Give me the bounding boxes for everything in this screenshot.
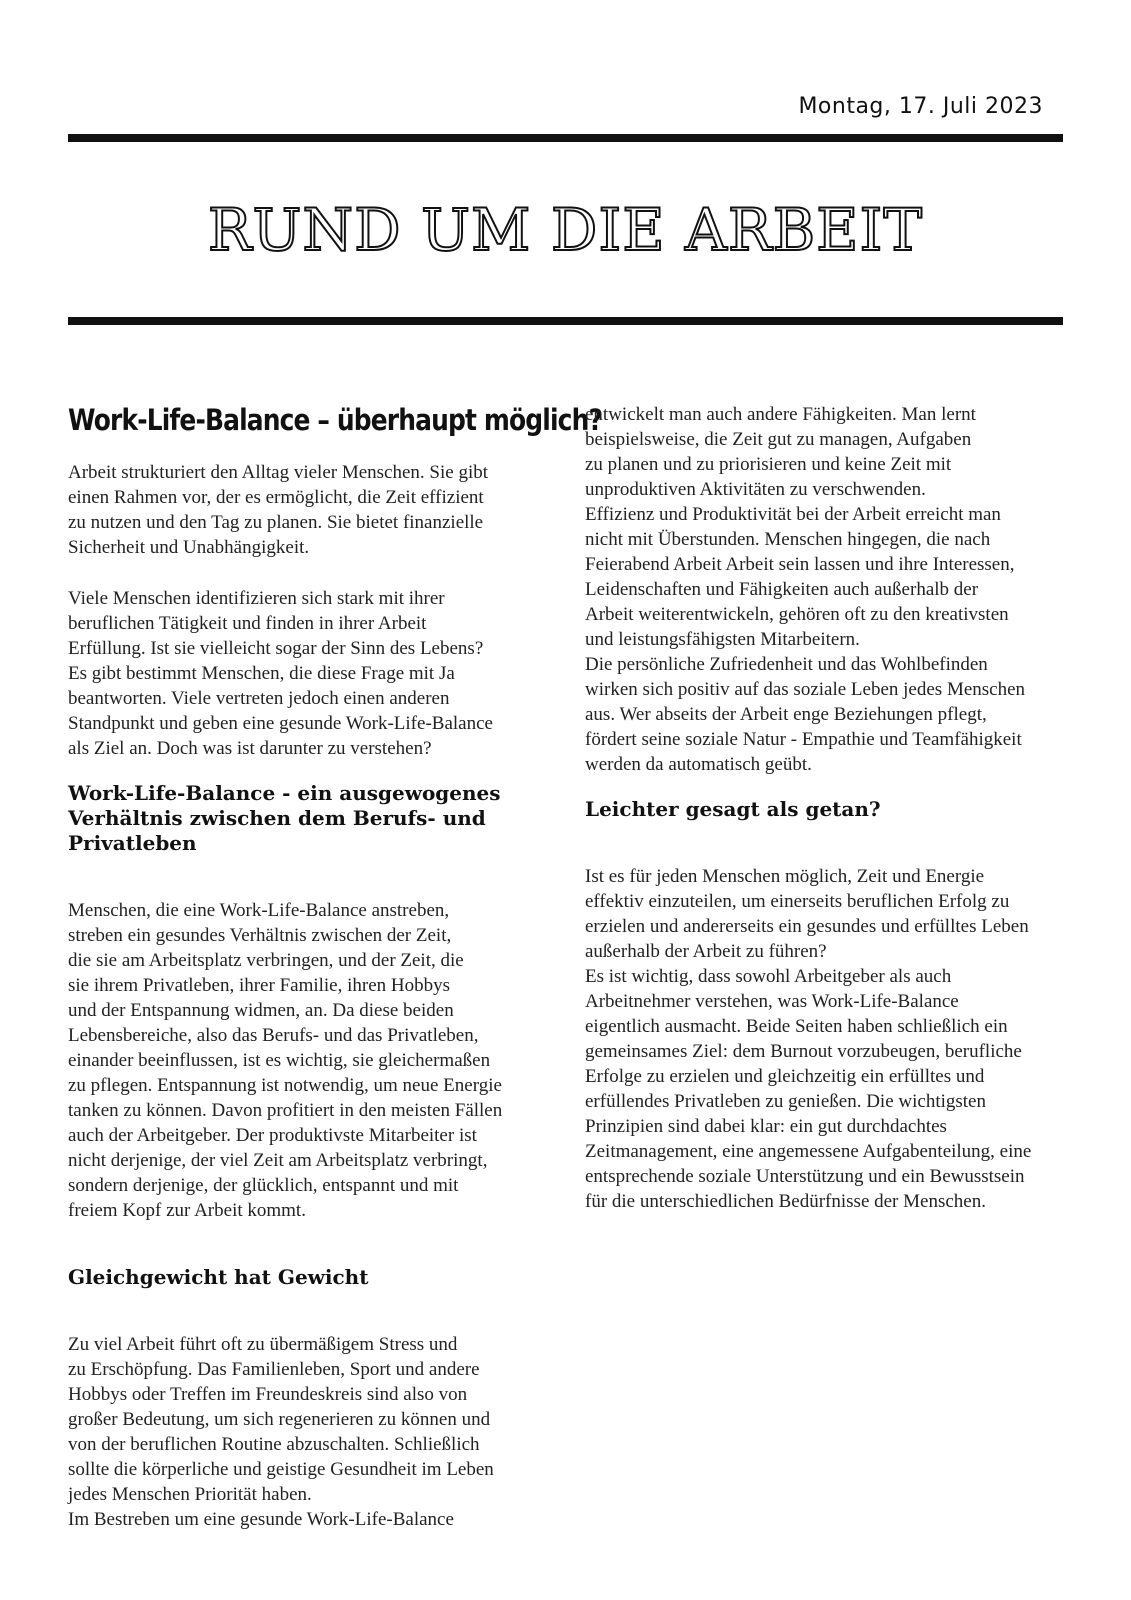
intro-paragraph-1: Arbeit strukturiert den Alltag vieler Menschen. Sie gibt einen Rahmen vor, der es ermöglicht, die Zeit effizient zu nutzen und den Tag zu planen. Sie bietet finanzielle Sicherheit und Unabhängigkeit.: [68, 462, 489, 558]
left-column: [68, 400, 603, 1532]
section-body-leichter: Ist es für jeden Menschen möglich, Zeit und Energie effektiv einzuteilen, um einerseits beruflichen Erfolg zu erzielen und andererseits ein gesundes und erfülltes Leben außerhalb der Arbeit zu führen? Es ist wichtig, dass sowohl Arbeitgeber als auch Arbeitnehmer verstehen, was Work-Life-Balance eigentlich ausmacht. Beide Seiten haben schließlich ein gemeinsames Ziel: dem Burnout vorzubeugen, berufliche Erfolge zu erzielen und gleichzeitig ein erfülltes und erfüllendes Privatleben zu genießen. Die wichtigsten Prinzipien sind dabei klar: ein gut durchdachtes Zeitmanagement, eine angemessene Aufgabenteilung, eine entsprechende soziale Unterstützung und ein Bewusstsein für die unterschiedlichen Bedürfnisse der Menschen.: [585, 866, 1032, 1212]
section-body-continued: entwickelt man auch andere Fähigkeiten. Man lernt beispielsweise, die Zeit gut zu managen, Aufgaben zu planen und zu priorisieren und keine Zeit mit unproduktiven Aktivitäten zu verschwenden. Effizienz und Produktivität bei der Arbeit erreicht man nicht mit Überstunden. Menschen hingegen, die nach Feierabend Arbeit Arbeit sein lassen und ihre Interessen, Leidenschaften und Fähigkeiten auch außerhalb der Arbeit weiterentwickeln, gehören oft zu den kreativsten und leistungsfähigsten Mitarbeitern. Die persönliche Zufriedenheit und das Wohlbefinden wirken sich positiv auf das soziale Leben jedes Menschen aus. Wer abseits der Arbeit enge Beziehungen pflegt, fördert seine soziale Natur - Empathie und Teamfähigkeit werden da automatisch geübt.: [585, 404, 1026, 775]
right-column: [585, 402, 1063, 1214]
issue-date: Montag, 17. Juli 2023: [798, 94, 1043, 119]
article-title: Work-Life-Balance – überhaupt möglich?: [68, 403, 603, 437]
section-heading-gleichgewicht: Gleichgewicht hat Gewicht: [68, 1265, 369, 1289]
section-heading-balance: Work-Life-Balance - ein ausgewogenes Verhältnis zwischen dem Berufs- und Privatleben: [68, 781, 501, 855]
bottom-rule: [68, 317, 1063, 325]
section-body-balance: Menschen, die eine Work-Life-Balance anstreben, streben ein gesundes Verhältnis zwischen der Zeit, die sie am Arbeitsplatz verbringen, und der Zeit, die sie ihrem Privatleben, ihrer Familie, ihren Hobbys und der Entspannung widmen, an. Da diese beiden Lebensbereiche, also das Berufs- und das Privatleben, einander beeinflussen, ist es wichtig, sie gleichermaßen zu pflegen. Entspannung ist notwendig, um neue Energie tanken zu können. Davon profitiert in den meisten Fällen auch der Arbeitgeber. Der produktivste Mitarbeiter ist nicht derjenige, der viel Zeit am Arbeitsplatz verbringt, sondern derjenige, der glücklich, entspannt und mit freiem Kopf zur Arbeit kommt.: [68, 900, 503, 1221]
section-heading-leichter: Leichter gesagt als getan?: [585, 797, 881, 821]
intro-paragraph-2: Viele Menschen identifizieren sich stark mit ihrer beruflichen Tätigkeit und finden in ihrer Arbeit Erfüllung. Ist sie vielleicht sogar der Sinn des Lebens? Es gibt bestimmt Menschen, die diese Frage mit Ja beantworten. Viele vertreten jedoch einen anderen Standpunkt und geben eine gesunde Work-Life-Balance als Ziel an. Doch was ist darunter zu verstehen?: [68, 588, 493, 759]
top-rule: [68, 134, 1063, 142]
section-body-gleichgewicht: Zu viel Arbeit führt oft zu übermäßigem Stress und zu Erschöpfung. Das Familienleben, Sport und andere Hobbys oder Treffen im Freundeskreis sind also von großer Bedeutung, um sich regenerieren zu können und von der beruflichen Routine abzuschalten. Schließlich sollte die körperliche und geistige Gesundheit im Leben jedes Menschen Priorität haben. Im Bestreben um eine gesunde Work-Life-Balance: [68, 1334, 494, 1530]
masthead-title: RUND UM DIE ARBEIT: [207, 196, 924, 264]
